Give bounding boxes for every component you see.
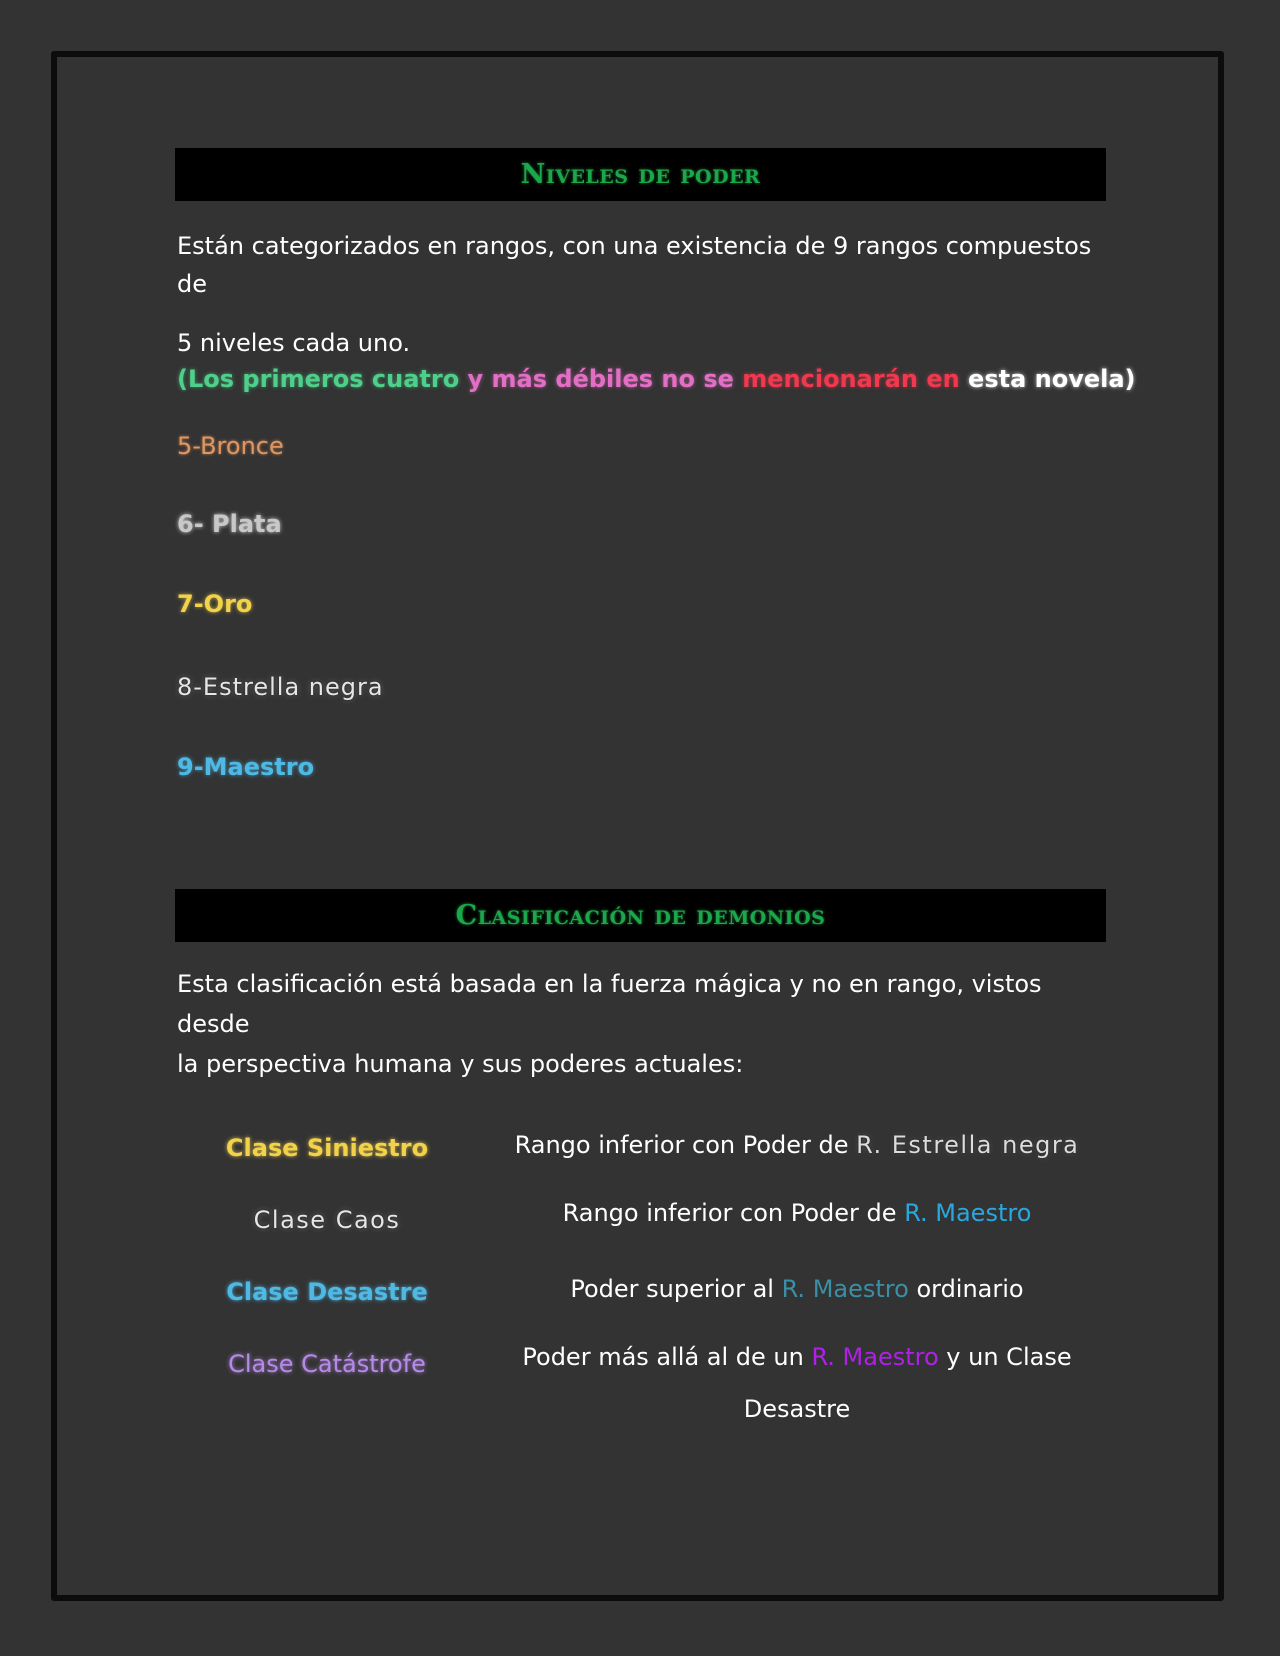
class-desc-catastrofe-after: y un Clase Desastre [743, 1343, 1072, 1423]
class-desc-desastre-text: Poder superior al [570, 1275, 782, 1303]
note-part-3: mencionarán en [733, 365, 960, 393]
rank-black-star: 8-Estrella negra [177, 673, 384, 701]
note-part-1: (Los primeros cuatro [177, 365, 460, 393]
class-name-siniestro: Clase Siniestro [225, 1134, 429, 1162]
section-header-demon-classification [175, 889, 1106, 942]
intro-line-2: 5 niveles cada uno. [177, 329, 411, 357]
rank-bronze: 5-Bronce [177, 432, 284, 460]
class-desc-siniestro-ref: R. Estrella negra [856, 1131, 1080, 1159]
class-desc-catastrofe-text: Poder más allá al de un [522, 1343, 812, 1371]
class-desc-caos [497, 1187, 1097, 1239]
class-desc-caos-text: Rango inferior con Poder de [562, 1199, 905, 1227]
class-desc-caos-ref: R. Maestro [904, 1199, 1032, 1227]
section-title-demon-classification: Clasificación de demonios [455, 900, 826, 931]
power-levels-intro [177, 227, 1097, 362]
class-desc-desastre-ref: R. Maestro [781, 1275, 909, 1303]
class-name-caos: Clase Caos [253, 1206, 401, 1234]
rank-master: 9-Maestro [177, 753, 315, 781]
class-desc-desastre [497, 1263, 1097, 1315]
section-title-power-levels: Niveles de poder [520, 159, 761, 190]
class-desc-siniestro-text: Rango inferior con Poder de [514, 1131, 857, 1159]
class-desc-catastrofe-ref: R. Maestro [811, 1343, 939, 1371]
demon-classification-intro [177, 964, 1097, 1084]
class-desc-siniestro [497, 1119, 1097, 1171]
class-name-desastre: Clase Desastre [226, 1278, 428, 1306]
section-header-power-levels [175, 148, 1106, 201]
note-part-4: esta novela) [959, 365, 1136, 393]
classification-intro-line-1: Esta clasificación está basada en la fuerza mágica y no en rango, vistos desde [177, 970, 1042, 1038]
note-line [177, 365, 1136, 393]
rank-silver: 6- Plata [177, 510, 282, 538]
class-desc-catastrofe [497, 1331, 1097, 1435]
intro-line-1: Están categorizados en rangos, con una existencia de 9 rangos compuestos de [177, 232, 1092, 298]
class-desc-desastre-after: ordinario [908, 1275, 1024, 1303]
note-part-2: y más débiles no se [459, 365, 734, 393]
classification-intro-line-2: la perspectiva humana y sus poderes actuales: [177, 1050, 744, 1078]
class-name-catastrofe: Clase Catástrofe [228, 1350, 426, 1378]
rank-gold: 7-Oro [177, 590, 253, 618]
